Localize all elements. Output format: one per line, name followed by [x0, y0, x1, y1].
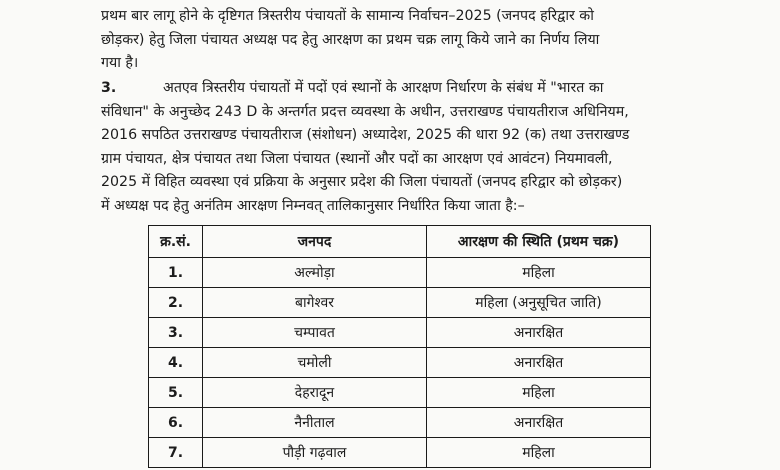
header-reservation-status: आरक्षण की स्थिति (प्रथम चक्र)	[427, 226, 651, 258]
header-serial: क्र.सं.	[149, 226, 203, 258]
serial-cell: 5.	[149, 378, 203, 408]
status-cell: अनारक्षित	[427, 348, 651, 378]
paragraph-number: 3.	[101, 80, 117, 96]
district-cell: अल्मोड़ा	[203, 258, 427, 288]
text-line-first	[101, 77, 629, 101]
table-row	[149, 408, 651, 438]
serial-cell: 4.	[149, 348, 203, 378]
table-row	[149, 378, 651, 408]
header-district: जनपद	[203, 226, 427, 258]
serial-cell: 3.	[149, 318, 203, 348]
text-line: संविधान" के अनुच्छेद 243 D के अन्तर्गत प्रदत्त व्यवस्था के अधीन, उत्तराखण्ड पंचायतीराज अधिनियम,	[101, 103, 629, 120]
table-row	[149, 288, 651, 318]
serial-cell: 6.	[149, 408, 203, 438]
district-cell: चमोली	[203, 348, 427, 378]
text-line: अतएव त्रिस्तरीय पंचायतों में पदों एवं स्थानों के आरक्षण निर्धारण के संबंध में "भारत का	[163, 80, 604, 96]
table-row	[149, 348, 651, 378]
serial-cell: 2.	[149, 288, 203, 318]
paragraph-2-continuation	[101, 5, 599, 76]
text-line: 2016 सपठित उत्तराखण्ड पंचायतीराज (संशोधन) अध्यादेश, 2025 की धारा 92 (क) तथा उत्तराखण्ड	[101, 127, 630, 143]
status-cell: महिला (अनुसूचित जाति)	[427, 288, 651, 318]
status-cell: अनारक्षित	[427, 318, 651, 348]
status-cell: महिला	[427, 438, 651, 468]
table-row	[149, 318, 651, 348]
text-line: गया है।	[101, 55, 139, 71]
district-cell: नैनीताल	[203, 408, 427, 438]
status-cell: महिला	[427, 258, 651, 288]
reservation-table	[148, 225, 651, 468]
district-cell: बागेश्वर	[203, 288, 427, 318]
district-cell: पौड़ी गढ़वाल	[203, 438, 427, 468]
text-line: में अध्यक्ष पद हेतु अनंतिम आरक्षण निम्नवत् तालिकानुसार निर्धारित किया जाता है:–	[101, 197, 525, 214]
text-line: छोड़कर) हेतु जिला पंचायत अध्यक्ष पद हेतु आरक्षण का प्रथम चक्र लागू किये जाने का निर्णय लिया	[101, 31, 600, 48]
table-header-row	[149, 226, 651, 258]
district-cell: देहरादून	[203, 378, 427, 408]
table-row	[149, 438, 651, 468]
table-row	[149, 258, 651, 288]
text-line: 2025 में विहित व्यवस्था एवं प्रक्रिया के अनुसार प्रदेश की जिला पंचायतों (जनपद हरिद्वार को छोड़कर)	[101, 174, 623, 190]
status-cell: अनारक्षित	[427, 408, 651, 438]
paragraph-3	[101, 77, 629, 218]
district-cell: चम्पावत	[203, 318, 427, 348]
text-line: ग्राम पंचायत, क्षेत्र पंचायत तथा जिला पंचायत (स्थानों और पदों का आरक्षण एवं आवंटन) नियमावली,	[101, 150, 613, 167]
text-line: प्रथम बार लागू होने के दृष्टिगत त्रिस्तरीय पंचायतों के सामान्य निर्वाचन–2025 (जनपद हरिद्वार को	[101, 8, 594, 24]
serial-cell: 7.	[149, 438, 203, 468]
serial-cell: 1.	[149, 258, 203, 288]
status-cell: महिला	[427, 378, 651, 408]
